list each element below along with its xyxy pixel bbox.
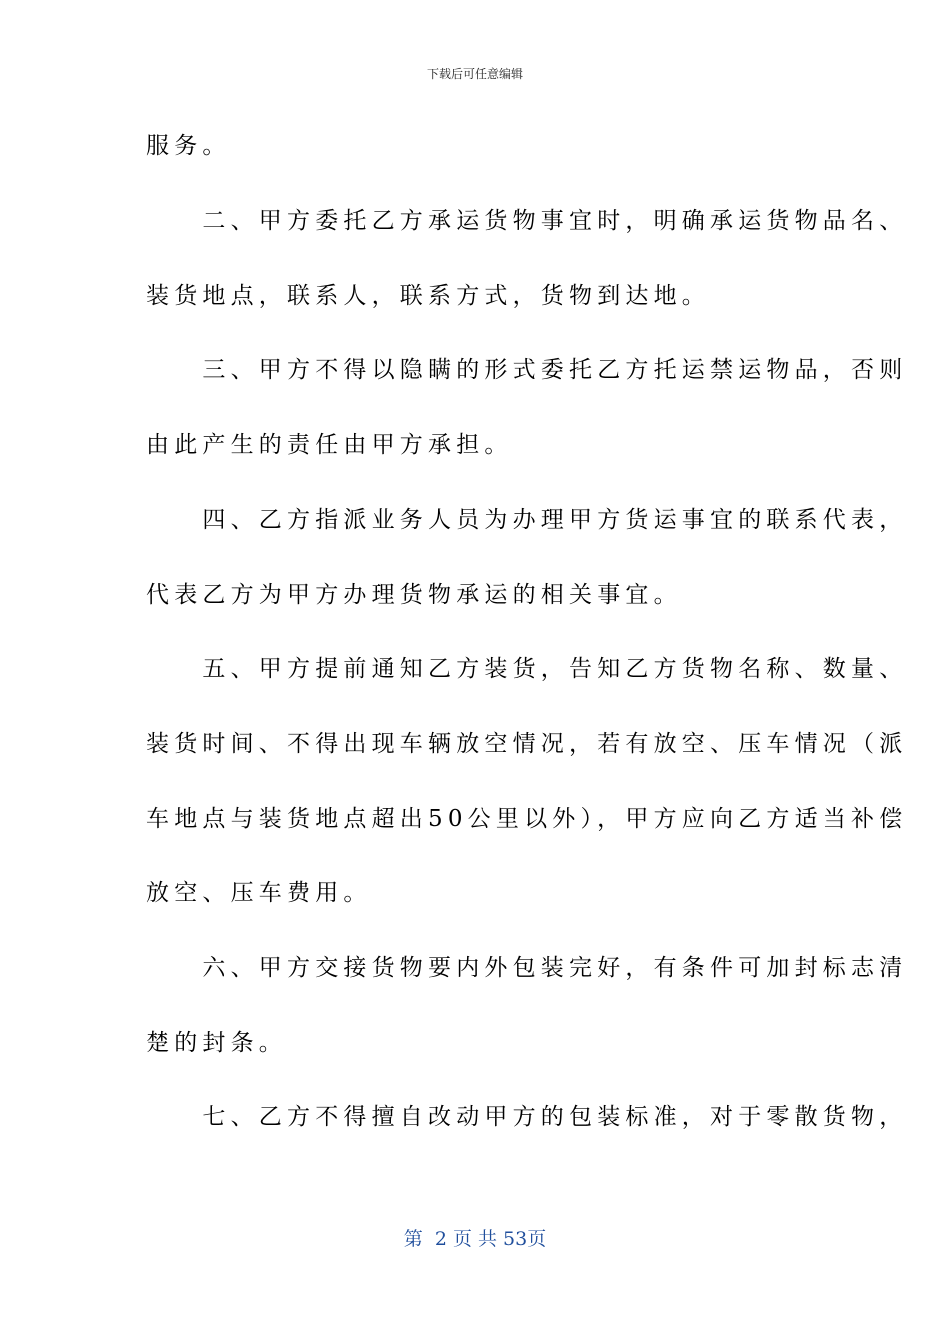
body-line: 装货地点，联系人，联系方式，货物到达地。: [146, 283, 710, 309]
body-line: 四、乙方指派业务人员为办理甲方货运事宜的联系代表，: [146, 507, 908, 533]
body-line: 楚的封条。: [146, 1030, 287, 1056]
body-line: 放空、压车费用。: [146, 880, 372, 906]
body-line: 由此产生的责任由甲方承担。: [146, 432, 513, 458]
body-line: 车地点与装货地点超出50公里以外），甲方应向乙方适当补偿: [146, 806, 908, 832]
page-header-note: 下载后可任意编辑: [426, 67, 523, 81]
body-line: 五、甲方提前通知乙方装货，告知乙方货物名称、数量、: [146, 656, 908, 682]
body-line: 二、甲方委托乙方承运货物事宜时，明确承运货物品名、: [146, 208, 908, 234]
page-number-footer: 第 2 页 共 53页: [403, 1228, 547, 1250]
body-line: 代表乙方为甲方办理货物承运的相关事宜。: [146, 582, 682, 608]
body-line: 七、乙方不得擅自改动甲方的包装标准，对于零散货物，: [146, 1104, 908, 1130]
body-line: 装货时间、不得出现车辆放空情况，若有放空、压车情况（派: [146, 731, 908, 757]
body-line: 三、甲方不得以隐瞒的形式委托乙方托运禁运物品，否则: [146, 357, 908, 383]
body-line: 六、甲方交接货物要内外包装完好，有条件可加封标志清: [146, 955, 908, 981]
body-line: 服务。: [146, 133, 231, 159]
